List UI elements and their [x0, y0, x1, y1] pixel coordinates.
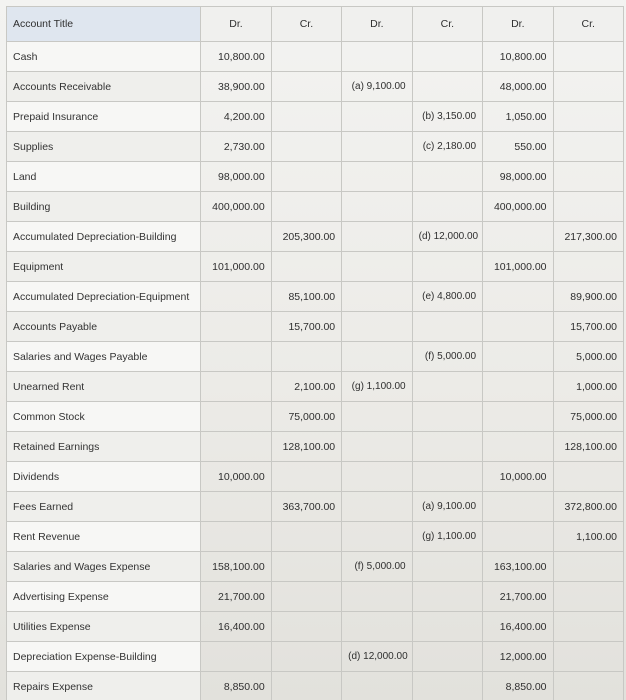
atb-credit-cell: [553, 192, 623, 222]
tb-debit-cell: 98,000.00: [201, 162, 271, 192]
tb-credit-cell: [271, 342, 341, 372]
account-title-cell: Unearned Rent: [7, 372, 201, 402]
account-title-cell: Repairs Expense: [7, 672, 201, 700]
atb-debit-cell: [483, 222, 553, 252]
adj-credit-cell: (b) 3,150.00: [412, 102, 482, 132]
adj-credit-cell: [412, 642, 482, 672]
account-title-cell: Accumulated Depreciation-Building: [7, 222, 201, 252]
column-header-atb-credit: Cr.: [553, 7, 623, 42]
table-row: [7, 492, 624, 522]
atb-credit-cell: [553, 162, 623, 192]
atb-debit-cell: 48,000.00: [483, 72, 553, 102]
tb-credit-cell: [271, 162, 341, 192]
account-title-cell: Advertising Expense: [7, 582, 201, 612]
table-row: [7, 642, 624, 672]
atb-debit-cell: [483, 432, 553, 462]
column-header-account-title: Account Title: [7, 7, 201, 42]
table-row: [7, 612, 624, 642]
adj-debit-cell: [342, 582, 412, 612]
tb-credit-cell: [271, 552, 341, 582]
adj-debit-cell: [342, 102, 412, 132]
tb-credit-cell: [271, 672, 341, 700]
atb-debit-cell: [483, 372, 553, 402]
adj-debit-cell: [342, 672, 412, 700]
atb-credit-cell: 15,700.00: [553, 312, 623, 342]
tb-debit-cell: 400,000.00: [201, 192, 271, 222]
adj-credit-cell: [412, 672, 482, 700]
table-header: [7, 7, 624, 42]
table-row: [7, 162, 624, 192]
table-row: [7, 582, 624, 612]
tb-credit-cell: [271, 42, 341, 72]
atb-credit-cell: 372,800.00: [553, 492, 623, 522]
account-title-cell: Common Stock: [7, 402, 201, 432]
adj-credit-cell: [412, 432, 482, 462]
table-row: [7, 672, 624, 700]
tb-credit-cell: [271, 582, 341, 612]
tb-credit-cell: [271, 612, 341, 642]
atb-debit-cell: [483, 312, 553, 342]
table-row: [7, 192, 624, 222]
atb-debit-cell: 98,000.00: [483, 162, 553, 192]
atb-debit-cell: [483, 342, 553, 372]
atb-debit-cell: 400,000.00: [483, 192, 553, 222]
adj-debit-cell: [342, 342, 412, 372]
account-title-cell: Land: [7, 162, 201, 192]
tb-credit-cell: 128,100.00: [271, 432, 341, 462]
tb-credit-cell: [271, 252, 341, 282]
adj-debit-cell: [342, 432, 412, 462]
atb-debit-cell: [483, 282, 553, 312]
adj-debit-cell: (g) 1,100.00: [342, 372, 412, 402]
account-title-cell: Supplies: [7, 132, 201, 162]
atb-debit-cell: [483, 402, 553, 432]
tb-debit-cell: 10,000.00: [201, 462, 271, 492]
adj-debit-cell: [342, 222, 412, 252]
tb-credit-cell: 2,100.00: [271, 372, 341, 402]
adj-debit-cell: [342, 192, 412, 222]
tb-credit-cell: 205,300.00: [271, 222, 341, 252]
table-row: [7, 132, 624, 162]
adj-credit-cell: (a) 9,100.00: [412, 492, 482, 522]
tb-credit-cell: 85,100.00: [271, 282, 341, 312]
adj-debit-cell: [342, 252, 412, 282]
adj-credit-cell: [412, 312, 482, 342]
atb-credit-cell: 217,300.00: [553, 222, 623, 252]
adj-debit-cell: [342, 522, 412, 552]
tb-debit-cell: [201, 312, 271, 342]
tb-debit-cell: 2,730.00: [201, 132, 271, 162]
tb-credit-cell: [271, 192, 341, 222]
table-row: [7, 462, 624, 492]
adj-credit-cell: [412, 42, 482, 72]
tb-debit-cell: 10,800.00: [201, 42, 271, 72]
adj-credit-cell: [412, 252, 482, 282]
tb-credit-cell: [271, 72, 341, 102]
tb-debit-cell: 16,400.00: [201, 612, 271, 642]
table-row: [7, 222, 624, 252]
tb-debit-cell: 38,900.00: [201, 72, 271, 102]
adj-debit-cell: [342, 612, 412, 642]
atb-credit-cell: 89,900.00: [553, 282, 623, 312]
atb-debit-cell: 21,700.00: [483, 582, 553, 612]
atb-debit-cell: 550.00: [483, 132, 553, 162]
tb-credit-cell: [271, 132, 341, 162]
table-row: [7, 522, 624, 552]
column-header-atb-debit: Dr.: [483, 7, 553, 42]
adj-credit-cell: [412, 162, 482, 192]
account-title-cell: Retained Earnings: [7, 432, 201, 462]
adj-debit-cell: (d) 12,000.00: [342, 642, 412, 672]
tb-debit-cell: [201, 282, 271, 312]
tb-debit-cell: [201, 372, 271, 402]
atb-debit-cell: 16,400.00: [483, 612, 553, 642]
column-header-adj-credit: Cr.: [412, 7, 482, 42]
adj-credit-cell: [412, 612, 482, 642]
tb-credit-cell: [271, 642, 341, 672]
atb-credit-cell: 128,100.00: [553, 432, 623, 462]
adj-credit-cell: [412, 192, 482, 222]
table-row: [7, 312, 624, 342]
adj-credit-cell: [412, 72, 482, 102]
table-row: [7, 102, 624, 132]
adj-debit-cell: [342, 132, 412, 162]
atb-debit-cell: 101,000.00: [483, 252, 553, 282]
tb-debit-cell: [201, 492, 271, 522]
adj-debit-cell: [342, 492, 412, 522]
table-row: [7, 552, 624, 582]
tb-debit-cell: 101,000.00: [201, 252, 271, 282]
adj-debit-cell: (a) 9,100.00: [342, 72, 412, 102]
atb-credit-cell: [553, 552, 623, 582]
adj-credit-cell: (f) 5,000.00: [412, 342, 482, 372]
tb-debit-cell: [201, 522, 271, 552]
atb-credit-cell: [553, 612, 623, 642]
tb-debit-cell: [201, 342, 271, 372]
atb-debit-cell: 12,000.00: [483, 642, 553, 672]
atb-credit-cell: [553, 642, 623, 672]
adj-debit-cell: (f) 5,000.00: [342, 552, 412, 582]
atb-debit-cell: [483, 492, 553, 522]
atb-credit-cell: 5,000.00: [553, 342, 623, 372]
account-title-cell: Accounts Receivable: [7, 72, 201, 102]
atb-debit-cell: 163,100.00: [483, 552, 553, 582]
atb-credit-cell: [553, 102, 623, 132]
tb-credit-cell: 75,000.00: [271, 402, 341, 432]
table-row: [7, 42, 624, 72]
account-title-cell: Salaries and Wages Payable: [7, 342, 201, 372]
column-header-adj-debit: Dr.: [342, 7, 412, 42]
account-title-cell: Dividends: [7, 462, 201, 492]
column-header-tb-debit: Dr.: [201, 7, 271, 42]
atb-credit-cell: 1,100.00: [553, 522, 623, 552]
tb-credit-cell: [271, 462, 341, 492]
tb-credit-cell: 15,700.00: [271, 312, 341, 342]
table-row: [7, 252, 624, 282]
tb-debit-cell: [201, 402, 271, 432]
worksheet-table: [6, 6, 624, 700]
atb-debit-cell: 10,000.00: [483, 462, 553, 492]
adj-debit-cell: [342, 42, 412, 72]
adj-debit-cell: [342, 462, 412, 492]
table-row: [7, 72, 624, 102]
atb-credit-cell: [553, 462, 623, 492]
account-title-cell: Cash: [7, 42, 201, 72]
adj-credit-cell: (e) 4,800.00: [412, 282, 482, 312]
atb-credit-cell: 75,000.00: [553, 402, 623, 432]
account-title-cell: Building: [7, 192, 201, 222]
tb-credit-cell: [271, 102, 341, 132]
atb-debit-cell: 10,800.00: [483, 42, 553, 72]
account-title-cell: Accumulated Depreciation-Equipment: [7, 282, 201, 312]
tb-debit-cell: 158,100.00: [201, 552, 271, 582]
adj-credit-cell: (g) 1,100.00: [412, 522, 482, 552]
account-title-cell: Fees Earned: [7, 492, 201, 522]
account-title-cell: Rent Revenue: [7, 522, 201, 552]
account-title-cell: Equipment: [7, 252, 201, 282]
adj-credit-cell: [412, 552, 482, 582]
atb-credit-cell: [553, 42, 623, 72]
tb-debit-cell: [201, 432, 271, 462]
account-title-cell: Salaries and Wages Expense: [7, 552, 201, 582]
tb-debit-cell: 21,700.00: [201, 582, 271, 612]
tb-debit-cell: 4,200.00: [201, 102, 271, 132]
account-title-cell: Prepaid Insurance: [7, 102, 201, 132]
adj-credit-cell: [412, 462, 482, 492]
account-title-cell: Accounts Payable: [7, 312, 201, 342]
table-row: [7, 402, 624, 432]
table-row: [7, 432, 624, 462]
adj-debit-cell: [342, 162, 412, 192]
table-row: [7, 342, 624, 372]
adj-credit-cell: (c) 2,180.00: [412, 132, 482, 162]
table-row: [7, 372, 624, 402]
adj-credit-cell: [412, 582, 482, 612]
adj-credit-cell: (d) 12,000.00: [412, 222, 482, 252]
account-title-cell: Depreciation Expense-Building: [7, 642, 201, 672]
tb-debit-cell: 8,850.00: [201, 672, 271, 700]
tb-credit-cell: 363,700.00: [271, 492, 341, 522]
adj-credit-cell: [412, 372, 482, 402]
account-title-cell: Utilities Expense: [7, 612, 201, 642]
tb-debit-cell: [201, 222, 271, 252]
atb-credit-cell: 1,000.00: [553, 372, 623, 402]
adj-credit-cell: [412, 402, 482, 432]
adj-debit-cell: [342, 312, 412, 342]
adj-debit-cell: [342, 282, 412, 312]
table-body: [7, 42, 624, 700]
tb-credit-cell: [271, 522, 341, 552]
atb-debit-cell: 1,050.00: [483, 102, 553, 132]
tb-debit-cell: [201, 642, 271, 672]
column-header-tb-credit: Cr.: [271, 7, 341, 42]
atb-debit-cell: 8,850.00: [483, 672, 553, 700]
atb-credit-cell: [553, 672, 623, 700]
table-row: [7, 282, 624, 312]
atb-credit-cell: [553, 252, 623, 282]
atb-credit-cell: [553, 132, 623, 162]
atb-credit-cell: [553, 72, 623, 102]
atb-credit-cell: [553, 582, 623, 612]
atb-debit-cell: [483, 522, 553, 552]
adj-debit-cell: [342, 402, 412, 432]
